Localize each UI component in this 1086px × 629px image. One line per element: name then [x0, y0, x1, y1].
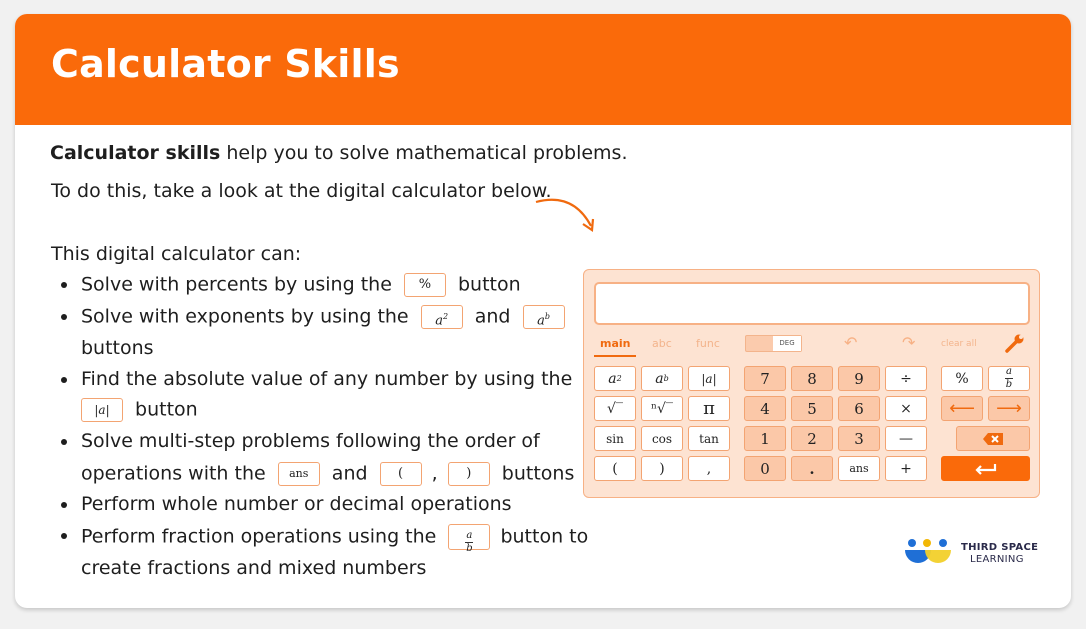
decimal-point-key[interactable]: . [791, 456, 833, 481]
square-key-example: $a^2$ [421, 305, 463, 329]
cursor-left-key[interactable]: ⟵ [941, 396, 983, 421]
tan-key[interactable]: tan [688, 426, 730, 451]
backspace-key[interactable] [956, 426, 1030, 451]
bullet-dot [61, 377, 67, 383]
lesson-card [15, 14, 1071, 608]
ans-key-example: ans [278, 462, 320, 486]
lparen-key-example: ( [380, 462, 422, 486]
tab-func[interactable]: func [696, 337, 720, 350]
intro-line-2: To do this, take a look at the digital calculator below. [51, 180, 552, 202]
header-bar [15, 14, 1071, 125]
cursor-right-key[interactable]: ⟶ [988, 396, 1030, 421]
calculator-display[interactable] [594, 282, 1030, 325]
digit-0-key[interactable]: 0 [744, 456, 786, 481]
digit-1-key[interactable]: 1 [744, 426, 786, 451]
bullet-decimal: Perform whole number or decimal operations [81, 493, 512, 515]
bullet-dot [61, 439, 67, 445]
enter-icon [973, 462, 999, 476]
logo-line-1: THIRD SPACE [961, 542, 1039, 553]
bullet-absolute-cont: |a| button [81, 398, 198, 422]
bullet-multistep: Solve multi-step problems following the order of [81, 430, 540, 452]
digital-calculator [583, 269, 1040, 498]
fraction-key-example: $\frac{a}{b}$ [448, 524, 490, 550]
angle-mode-toggle[interactable] [745, 335, 802, 352]
square-key[interactable]: a 2 [594, 366, 636, 391]
curved-arrow-icon [533, 194, 599, 238]
tab-abc[interactable]: abc [652, 337, 672, 350]
bullet-fraction-cont: create fractions and mixed numbers [81, 557, 427, 579]
sqrt-key[interactable]: √‾ [594, 396, 636, 421]
digit-2-key[interactable]: 2 [791, 426, 833, 451]
backspace-icon [982, 432, 1004, 446]
clear-all-button[interactable]: clear all [941, 339, 977, 349]
pi-key[interactable]: π [688, 396, 730, 421]
wrench-icon[interactable] [1004, 333, 1026, 353]
bullet-percent: Solve with percents by using the % button [81, 273, 521, 296]
intro-bold: Calculator skills [50, 142, 221, 164]
bullet-exponents-cont: buttons [81, 337, 154, 359]
enter-key[interactable] [941, 456, 1030, 481]
bullet-absolute: Find the absolute value of any number by using the [81, 368, 573, 390]
sin-key[interactable]: sin [594, 426, 636, 451]
deg-label: DEG [773, 336, 801, 351]
digit-3-key[interactable]: 3 [838, 426, 880, 451]
tab-main[interactable]: main [600, 337, 631, 350]
page-title: Calculator Skills [51, 42, 400, 86]
bullet-multistep-cont: operations with the ans and ( , ) buttons [81, 462, 575, 485]
plus-key[interactable]: + [885, 456, 927, 481]
power-key-example: $a^b$ [523, 305, 565, 329]
ans-key[interactable]: ans [838, 456, 880, 481]
minus-key[interactable]: — [885, 426, 927, 451]
digit-7-key[interactable]: 7 [744, 366, 786, 391]
bullet-dot [61, 533, 67, 539]
bullet-dot [61, 502, 67, 508]
bullet-dot [61, 314, 67, 320]
undo-icon[interactable]: ↶ [844, 333, 858, 352]
bullet-fraction: Perform fraction operations using the $\frac{a}{b}$ button to [81, 525, 589, 554]
comma-key[interactable]: , [688, 456, 730, 481]
intro-line [50, 142, 628, 164]
nth-root-key[interactable]: ⁿ√‾ [641, 396, 683, 421]
intro-rest: help you to solve mathematical problems. [220, 142, 628, 164]
digit-9-key[interactable]: 9 [838, 366, 880, 391]
abs-key[interactable]: |a| [688, 366, 730, 391]
third-space-logo-icon [903, 538, 955, 568]
power-key[interactable]: a b [641, 366, 683, 391]
intro-line-3: This digital calculator can: [51, 243, 302, 265]
percent-key-example: % [404, 273, 446, 297]
cos-key[interactable]: cos [641, 426, 683, 451]
bullet-dot [61, 282, 67, 288]
rparen-key-example: ) [448, 462, 490, 486]
divide-key[interactable]: ÷ [885, 366, 927, 391]
fraction-key[interactable]: $\frac{a}{b}$ [988, 366, 1030, 391]
logo-line-2: LEARNING [970, 554, 1024, 565]
percent-key[interactable]: % [941, 366, 983, 391]
bullet-exponents: Solve with exponents by using the $a^2$ and $a^b$ [81, 305, 565, 329]
right-paren-key[interactable]: ) [641, 456, 683, 481]
multiply-key[interactable]: × [885, 396, 927, 421]
active-tab-indicator [594, 355, 636, 357]
left-paren-key[interactable]: ( [594, 456, 636, 481]
digit-8-key[interactable]: 8 [791, 366, 833, 391]
digit-5-key[interactable]: 5 [791, 396, 833, 421]
digit-6-key[interactable]: 6 [838, 396, 880, 421]
redo-icon[interactable]: ↷ [902, 333, 916, 352]
digit-4-key[interactable]: 4 [744, 396, 786, 421]
abs-key-example: |a| [81, 398, 123, 422]
